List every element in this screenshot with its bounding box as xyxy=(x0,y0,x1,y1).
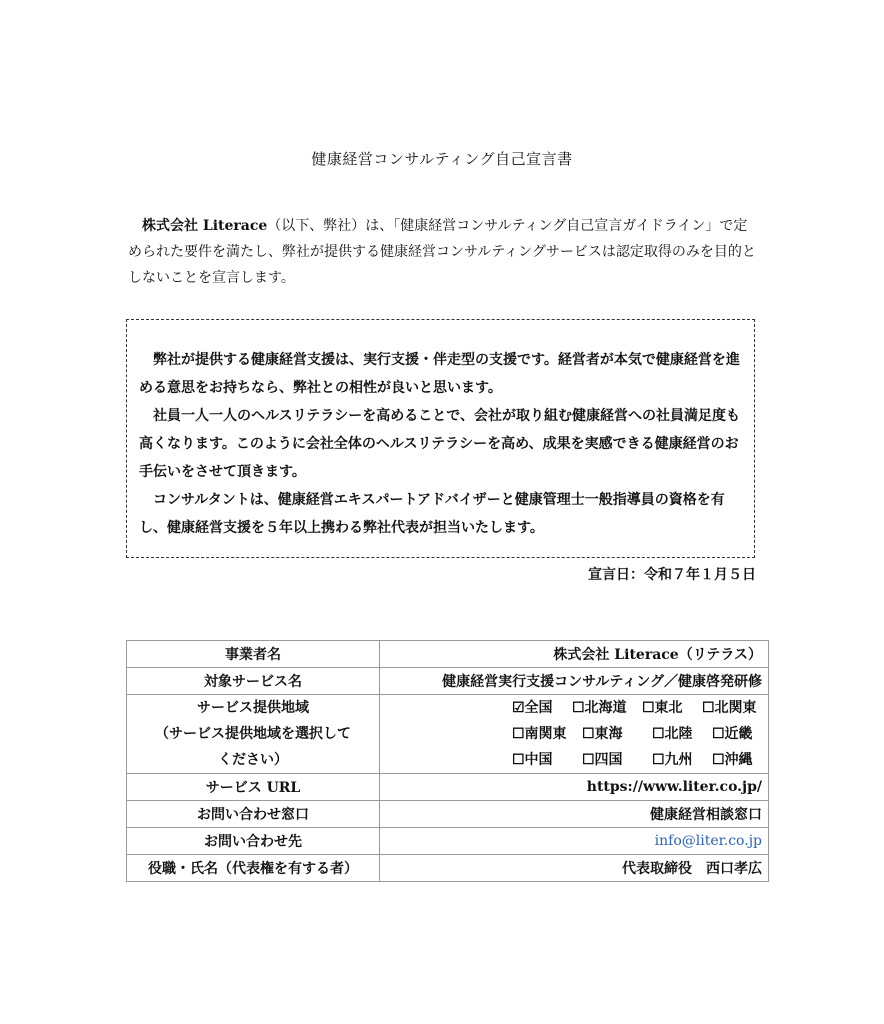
area-label xyxy=(127,695,380,774)
statement-box xyxy=(126,319,755,558)
service-value: 健康経営実行支援コンサルティング／健康啓発研修 xyxy=(380,668,769,695)
document-title: 健康経営コンサルティング自己宣言書 xyxy=(311,150,573,168)
service-label: 対象サービス名 xyxy=(127,668,380,695)
contact-value-cell xyxy=(380,828,769,855)
info-table xyxy=(126,640,769,882)
area-label-line-2: （サービス提供地域を選択して xyxy=(155,726,351,742)
statement-paragraph-1: 弊社が提供する健康経営支援は、実行支援・伴走型の支援です。経営者が本気で健康経営を進める意思をお持ちなら、弊社との相性が良いと思います。 xyxy=(139,352,740,396)
window-label: お問い合わせ窓口 xyxy=(127,801,380,828)
declaration-date: 宣言日：令和７年１月５日 xyxy=(588,567,756,583)
table-row xyxy=(127,801,769,828)
intro-company: 株式会社 Literace xyxy=(142,218,268,234)
table-row xyxy=(127,641,769,668)
region-shikoku-checkbox[interactable]: ☐四国 xyxy=(582,752,623,768)
region-zenkoku-checkbox[interactable]: ☑全国 xyxy=(512,700,553,716)
region-hokuriku-checkbox[interactable]: ☐北陸 xyxy=(652,726,693,742)
region-chugoku-checkbox[interactable]: ☐中国 xyxy=(512,752,553,768)
region-kitakanto-checkbox[interactable]: ☐北関東 xyxy=(702,700,757,716)
table-row xyxy=(127,828,769,855)
rep-value: 代表取締役 西口孝広 xyxy=(380,855,769,882)
region-row xyxy=(386,721,762,747)
contact-email-link[interactable]: info@liter.co.jp xyxy=(654,833,762,849)
region-hokkaido-checkbox[interactable]: ☐北海道 xyxy=(572,700,627,716)
area-label-line-3: ください） xyxy=(218,752,288,768)
url-label: サービス URL xyxy=(127,774,380,801)
intro-paragraph xyxy=(128,213,758,291)
region-tohoku-checkbox[interactable]: ☐東北 xyxy=(642,700,683,716)
statement-paragraph-3: コンサルタントは、健康経営エキスパートアドバイザーと健康管理士一般指導員の資格を有し、健康経営支援を５年以上携わる弊社代表が担当いたします。 xyxy=(139,492,725,536)
url-value: https://www.liter.co.jp/ xyxy=(380,774,769,801)
window-value: 健康経営相談窓口 xyxy=(380,801,769,828)
company-label: 事業者名 xyxy=(127,641,380,668)
region-row xyxy=(386,695,762,721)
contact-label: お問い合わせ先 xyxy=(127,828,380,855)
region-okinawa-checkbox[interactable]: ☐沖縄 xyxy=(712,752,753,768)
statement-paragraph-2: 社員一人一人のヘルスリテラシーを高めることで、会社が取り組む健康経営への社員満足度も高くなります。このように会社全体のヘルスリテラシーを高め、成果を実感できる健康経営のお手伝いをさせて頂きます。 xyxy=(139,408,741,480)
table-row xyxy=(127,695,769,774)
table-row xyxy=(127,855,769,882)
rep-label: 役職・氏名（代表権を有する者） xyxy=(127,855,380,882)
company-value: 株式会社 Literace（リテラス） xyxy=(380,641,769,668)
region-kyushu-checkbox[interactable]: ☐九州 xyxy=(652,752,693,768)
region-checkboxes xyxy=(380,695,769,774)
area-label-line-1: サービス提供地域 xyxy=(197,700,309,716)
intro-text: （以下、弊社）は、「健康経営コンサルティング自己宣言ガイドライン」で定められた要件を満たし、弊社が提供する健康経営コンサルティングサービスは認定取得のみを目的としないことを宣言します。 xyxy=(128,218,756,286)
region-tokai-checkbox[interactable]: ☐東海 xyxy=(582,726,623,742)
table-row xyxy=(127,668,769,695)
region-minamikanto-checkbox[interactable]: ☐南関東 xyxy=(512,726,567,742)
table-row xyxy=(127,774,769,801)
region-kinki-checkbox[interactable]: ☐近畿 xyxy=(712,726,753,742)
region-row xyxy=(386,747,762,773)
